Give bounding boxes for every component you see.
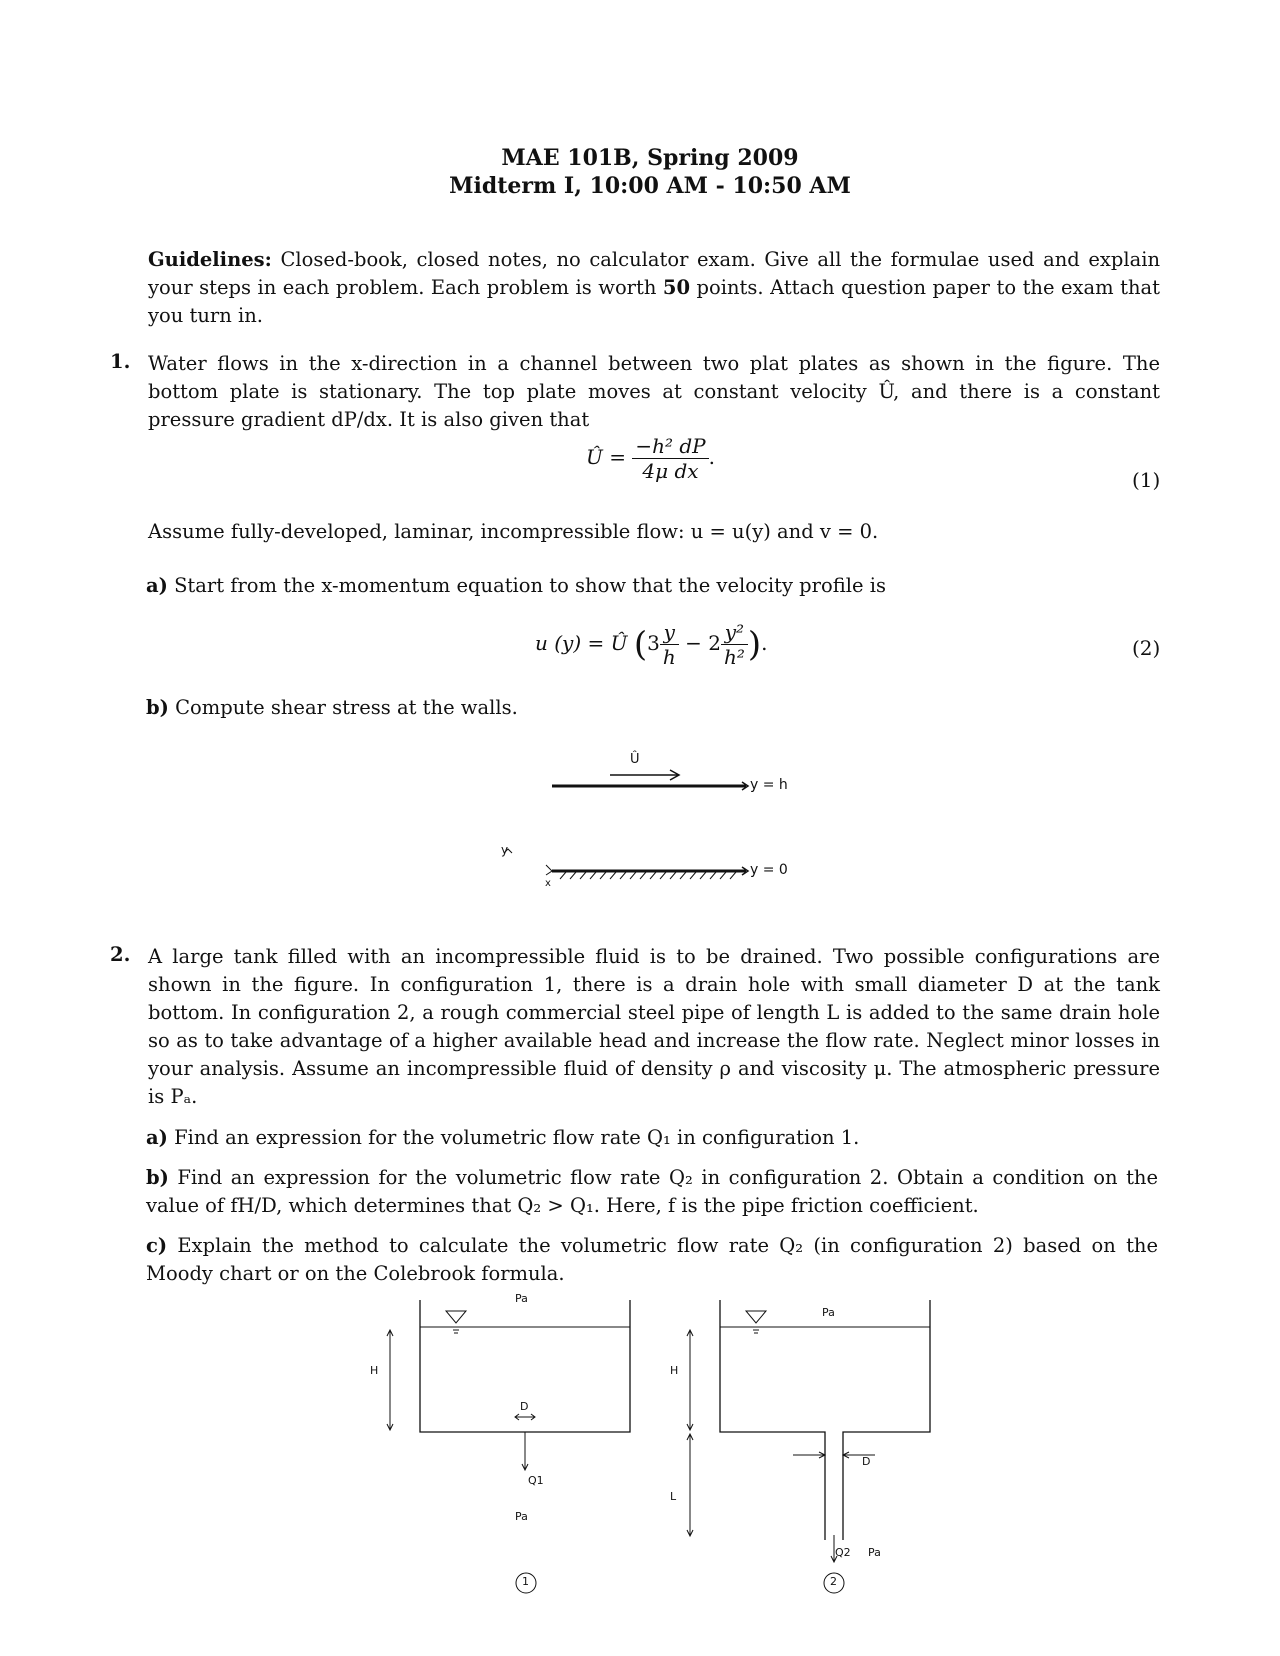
fig2-config1-number: 1	[522, 1575, 529, 1588]
x-axis-arrow	[546, 865, 552, 875]
problem1-assumption: Assume fully-developed, laminar, incompressible flow: u = u(y) and v = 0.	[148, 520, 879, 543]
p2-part-b-text: Find an expression for the volumetric flow rate Q₂ in configuration 2. Obtain a condition on the value of fH/D, which determines that Q₂ > Q₁. Here, f is the pipe friction coefficient.	[146, 1166, 1158, 1217]
fig2-d-label-2: D	[862, 1455, 871, 1468]
fig1-x-axis-label: x	[545, 878, 551, 889]
fig2-config2-number: 2	[830, 1575, 837, 1588]
guidelines-text-b: points. Attach question paper to the exam that you turn in.	[148, 276, 1160, 327]
p1-part-b-label: b)	[146, 696, 169, 719]
p2-part-a-label: a)	[146, 1126, 168, 1149]
problem1-number: 1.	[110, 350, 131, 373]
fig2-pa-top-2: Pa	[822, 1306, 835, 1319]
p1-part-b-text: Compute shear stress at the walls.	[168, 696, 518, 719]
fig2-pa-bottom-2: Pa	[868, 1546, 881, 1559]
exam-title: MAE 101B, Spring 2009	[501, 145, 799, 171]
eq2-tag: (2)	[1132, 636, 1161, 660]
fig1-top-label: y = h	[750, 777, 788, 793]
eq1-denominator: 4μ dx	[642, 459, 699, 483]
bottom-plate-hatching	[560, 872, 736, 879]
eq2-frac2-den: h²	[723, 645, 745, 669]
eq2-lhs: u (y) = Û	[535, 631, 628, 655]
equation-1: Û = $\frac{\text{−h² dP}}{\text{4μ dx}}$ .	[586, 434, 715, 483]
fig2-q2-label: Q2	[835, 1546, 851, 1559]
p2-part-b-label: b)	[146, 1166, 169, 1189]
fig2-l-label: L	[670, 1490, 677, 1503]
p1-part-a-label: a)	[146, 574, 168, 597]
eq1-tag: (1)	[1132, 468, 1161, 492]
fig2-pa-top-1: Pa	[515, 1292, 528, 1305]
problem2-intro: A large tank filled with an incompressible fluid is to be drained. Two possible configurations are shown in the figure. In configuration 1, there is a drain hole with small diameter D at the tank bottom. In configuration 2, a rough commercial steel pipe of length L is added to the same drain hole so as to take advantage of a higher available head and increase the flow rate. Neglect minor losses in your analysis. Assume an incompressible fluid of density ρ and viscosity μ. The atmospheric pressure is Pₐ.	[148, 945, 1160, 1108]
problem2-part-a	[146, 1124, 1158, 1152]
p1-part-a-text: Start from the x-momentum equation to show that the velocity profile is	[167, 574, 886, 597]
guidelines-label: Guidelines:	[148, 248, 272, 271]
fig1-y-axis-label: y	[501, 843, 509, 857]
p2-part-a-text: Find an expression for the volumetric flow rate Q₁ in configuration 1.	[167, 1126, 860, 1149]
p2-part-c-label: c)	[146, 1234, 168, 1257]
equation-2: u (y) = Û (3 $\frac{y}{h}$ − 2 $\frac{\text{y²}}{\text{h²}}$ ).	[535, 620, 768, 669]
eq1-fraction	[632, 434, 708, 483]
eq2-coef2: − 2	[685, 631, 721, 655]
eq2-frac2	[721, 620, 748, 669]
eq2-frac1-num: y	[660, 620, 679, 645]
fig2-q1-label: Q1	[528, 1474, 544, 1487]
channel-figure	[480, 745, 820, 905]
guidelines	[148, 246, 1160, 330]
problem2-number: 2.	[110, 943, 131, 966]
tank2-right-wall	[843, 1300, 930, 1540]
tank2-left-wall	[720, 1300, 825, 1540]
eq1-numerator: −h² dP	[632, 434, 708, 459]
tank2-surface-symbol	[746, 1311, 766, 1323]
eq2-frac1-den: h	[662, 645, 676, 669]
eq2-frac1	[660, 620, 679, 669]
fig2-h-label-1: H	[370, 1364, 379, 1377]
problem1-part-b	[146, 694, 1158, 722]
problem1-part-a	[146, 572, 1158, 600]
fig1-bottom-label: y = 0	[750, 862, 788, 878]
guidelines-text-a: Closed-book, closed notes, no calculator exam. Give all the formulae used and explain your steps in each problem. Each problem is worth	[148, 248, 1160, 299]
fig2-d-label-1: D	[520, 1400, 529, 1413]
eq2-frac2-num: y²	[721, 620, 748, 645]
fig2-h-label-2: H	[670, 1364, 679, 1377]
problem2-part-c	[146, 1232, 1158, 1288]
problem2-part-b	[146, 1164, 1158, 1220]
eq1-lhs: Û =	[586, 445, 626, 469]
exam-subtitle: Midterm I, 10:00 AM - 10:50 AM	[449, 173, 851, 199]
eq2-coef1: 3	[647, 631, 660, 655]
problem1-intro: Water flows in the x-direction in a channel between two plat plates as shown in the figure. The bottom plate is stationary. The top plate moves at constant velocity Û, and there is a constant pressure gradient dP/dx. It is also given that	[148, 352, 1160, 431]
guidelines-points: 50	[662, 276, 691, 299]
p2-part-c-text: Explain the method to calculate the volumetric flow rate Q₂ (in configuration 2) based on the Moody chart or on the Colebrook formula.	[146, 1234, 1158, 1285]
tank1-surface-symbol	[446, 1311, 466, 1323]
fig2-pa-bottom-1: Pa	[515, 1510, 528, 1523]
fig1-velocity-label: Û	[630, 752, 640, 767]
